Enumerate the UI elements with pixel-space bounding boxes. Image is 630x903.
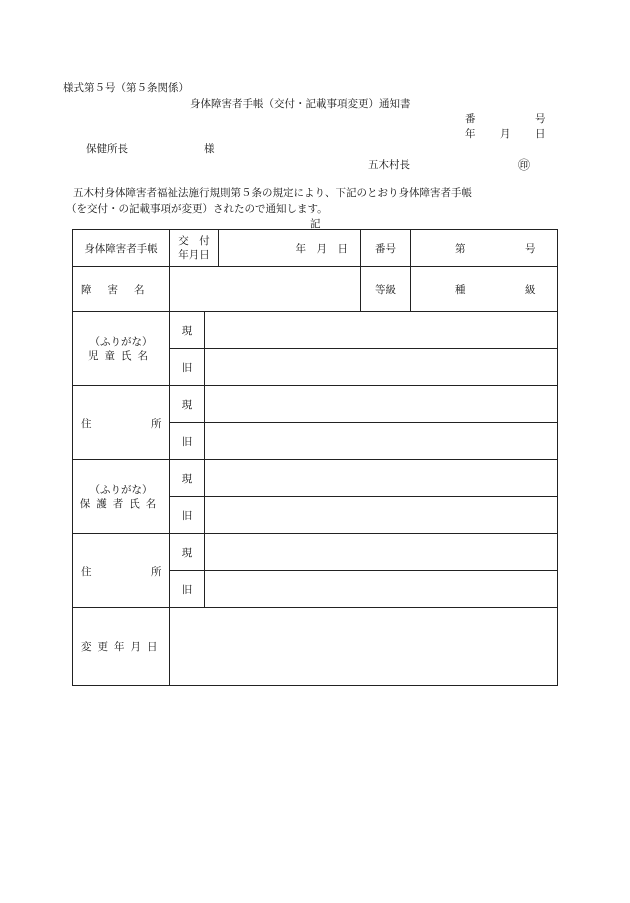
date-year-label: 年 <box>465 128 476 140</box>
child-name-label-text: 児童氏名 <box>88 349 154 362</box>
change-date-label <box>73 608 170 686</box>
child-name-current-field[interactable] <box>205 312 558 349</box>
number-label: 番号 <box>361 230 411 267</box>
number-ban-label: 番 <box>465 113 476 125</box>
issue-date-label <box>170 230 219 267</box>
guardian-name-former-label: 旧 <box>170 497 205 534</box>
issue-label-line-1: 交 付 <box>178 235 210 247</box>
change-date-row <box>73 608 558 686</box>
guardian-furigana: （ふりがな） <box>89 483 153 496</box>
child-address-former-field[interactable] <box>205 423 558 460</box>
number-field[interactable] <box>411 230 558 267</box>
disability-field[interactable] <box>170 267 361 312</box>
guardian-address-label <box>73 534 170 608</box>
child-address-label-1: 住 <box>81 418 92 430</box>
child-address-label-2: 所 <box>151 418 162 430</box>
guardian-address-former-field[interactable] <box>205 571 558 608</box>
ki-label: 記 <box>310 218 321 230</box>
date-day-label: 日 <box>535 128 546 140</box>
techo-label: 身体障害者手帳 <box>73 230 170 267</box>
body-line-2: （を交付・の記載事項が変更）されたので通知します。 <box>66 203 328 215</box>
child-name-current-label: 現 <box>170 312 205 349</box>
disability-label <box>73 267 170 312</box>
grade-label: 等級 <box>361 267 411 312</box>
guardian-address-current-row <box>73 534 558 571</box>
change-date-field[interactable] <box>170 608 558 686</box>
child-address-label <box>73 386 170 460</box>
guardian-name-label <box>73 460 170 534</box>
child-address-current-row <box>73 386 558 423</box>
disability-label-text: 障害名 <box>81 283 161 296</box>
document-title: 身体障害者手帳（交付・記載事項変更）通知書 <box>190 98 411 110</box>
change-date-label-text: 変更年月日 <box>81 641 164 653</box>
grade-kyu: 級 <box>525 284 536 296</box>
guardian-name-current-label: 現 <box>170 460 205 497</box>
guardian-address-label-1: 住 <box>81 566 92 578</box>
child-furigana: （ふりがな） <box>89 335 153 348</box>
child-address-current-field[interactable] <box>205 386 558 423</box>
child-address-former-label: 旧 <box>170 423 205 460</box>
issue-date-field[interactable] <box>219 230 361 267</box>
guardian-name-current-row <box>73 460 558 497</box>
techo-row <box>73 230 558 267</box>
addressee: 保健所長 <box>86 143 128 155</box>
child-name-label <box>73 312 170 386</box>
body-line-1: 五木村身体障害者福祉法施行規則第５条の規定により、下記のとおり身体障害者手帳 <box>73 187 472 199</box>
number-dai: 第 <box>455 243 466 255</box>
child-address-current-label: 現 <box>170 386 205 423</box>
number-go-label: 号 <box>535 113 546 125</box>
issue-label-line-2: 年月日 <box>178 249 210 261</box>
issue-date-value: 年 月 日 <box>295 242 348 255</box>
form-number: 様式第５号（第５条関係） <box>63 82 189 94</box>
guardian-address-former-label: 旧 <box>170 571 205 608</box>
grade-shu: 種 <box>455 284 466 296</box>
guardian-address-label-2: 所 <box>151 566 162 578</box>
child-name-former-field[interactable] <box>205 349 558 386</box>
addressee-honorific: 様 <box>204 143 215 155</box>
guardian-address-current-label: 現 <box>170 534 205 571</box>
guardian-address-current-field[interactable] <box>205 534 558 571</box>
grade-field[interactable] <box>411 267 558 312</box>
sender: 五木村長 <box>368 159 410 171</box>
child-name-current-row <box>73 312 558 349</box>
child-name-former-label: 旧 <box>170 349 205 386</box>
guardian-name-label-text: 保護者氏名 <box>79 497 163 510</box>
seal-mark: ㊞ <box>518 158 531 172</box>
notification-form-table <box>72 229 558 686</box>
date-month-label: 月 <box>500 128 511 140</box>
number-go: 号 <box>525 243 536 255</box>
guardian-name-former-field[interactable] <box>205 497 558 534</box>
disability-row <box>73 267 558 312</box>
guardian-name-current-field[interactable] <box>205 460 558 497</box>
